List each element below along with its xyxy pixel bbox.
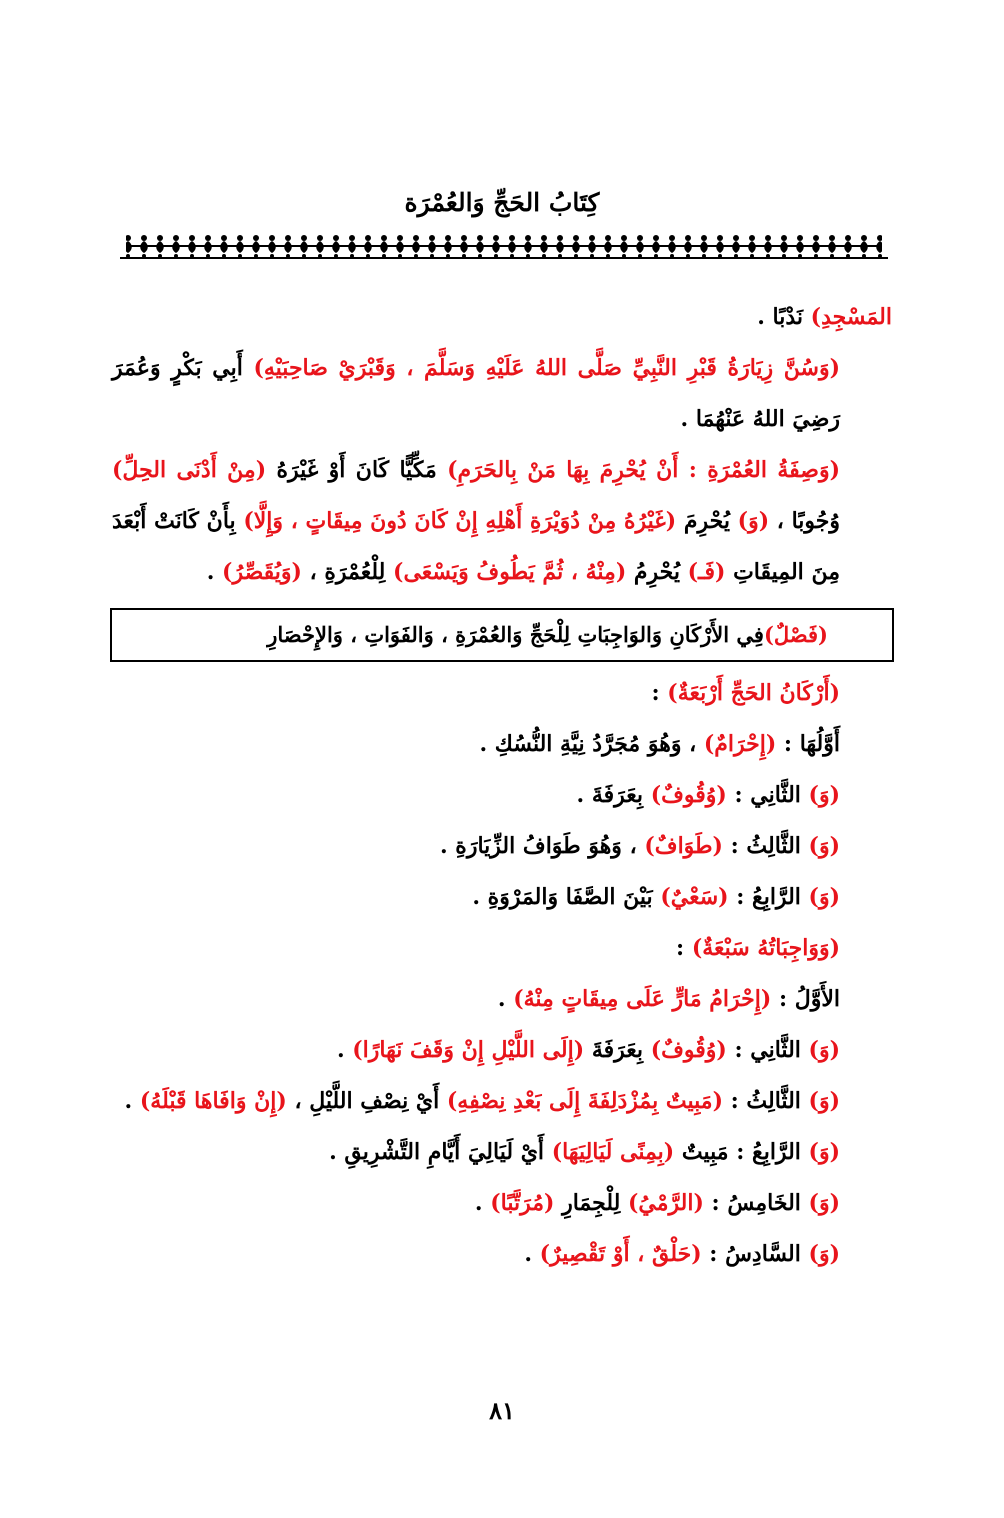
ornamental-divider (120, 232, 888, 260)
paragraph: (وَصِفَةُ العُمْرَةِ : أَنْ يُحْرِمَ بِهَا مَنْ بِالحَرَمِ) مَكِّيًّا كَانَ أَوْ غَيْرَهُ (مِنْ أَدْنَى الحِلِّ) وُجُوبًا ، (وَ) يُحْرِمَ (غَيْرُهُ مِنْ دُوَيْرَةِ أَهْلِهِ إِنْ كَانَ دُونَ مِيقَاتٍ ، وَإِلَّا) بِأَنْ كَانَتْ أَبْعَدَ مِنَ المِيقَاتِ (فَـ) يُحْرِمُ (مِنْهُ ، ثُمَّ يَطُوفُ وَيَسْعَى) لِلْعُمْرَةِ ، (وَيُقَصِّرُ) . (112, 457, 841, 585)
list-item: (وَ) السَّادِسُ : (حَلْقٌ ، أَوْ تَقْصِيرٌ) . (524, 1241, 840, 1267)
list-item: (وَ) الخَامِسُ : (الرَّمْيُ) لِلْجِمَارِ (مُرَتَّبًا) . (474, 1190, 840, 1216)
list-item: أَوَّلُهَا : (إِحْرَامٌ) ، وَهُوَ مُجَرَّدُ نِيَّةِ النُّسُكِ . (479, 731, 840, 757)
running-header-title: كِتَابُ الحَجِّ وَالعُمْرَة (404, 188, 600, 217)
section-heading-box: (فَصْلٌ) فِي الأَرْكَانِ وَالوَاجِبَاتِ لِلْحَجِّ وَالعُمْرَةِ ، وَالفَوَاتِ ، وَالإِحْصَارِ (110, 608, 894, 662)
list-item: (وَ) الرَّابِعُ : (سَعْيٌ) بَيْنَ الصَّفَا وَالمَرْوَةِ . (472, 884, 840, 910)
list-item: (وَ) الثَّالِثُ : (طَوَافٌ) ، وَهُوَ طَوَافُ الزِّيَارَةِ . (439, 833, 840, 859)
main-text (112, 292, 892, 1280)
list-item: (وَ) الرَّابِعُ : مَبِيتٌ (بِمِنًى لَيَالِيَهَا) أَيْ لَيَالِيَ أَيَّامِ التَّشْرِيقِ . (329, 1139, 840, 1165)
list-item: (وَ) الثَّالِثُ : (مَبِيتٌ بِمُزْدَلِفَةَ إِلَى بَعْدِ نِصْفِهِ) أَيْ نِصْفِ اللَّيْلِ ، (إِنْ وَافَاهَا قَبْلَهُ) . (124, 1088, 840, 1114)
list-item: (وَ) الثَّانِي : (وُقُوفٌ) بِعَرَفَةَ . (576, 782, 840, 808)
list-item: (وَوَاجِبَاتُهُ سَبْعَةٌ) : (676, 935, 840, 961)
page-number: ٨١ (489, 1396, 515, 1425)
list-item: (وَ) الثَّانِي : (وُقُوفٌ) بِعَرَفَةَ (إِلَى اللَّيْلِ إِنْ وَقَفَ نَهَارًا) . (336, 1037, 840, 1063)
list-item: (أَرْكَانُ الحَجِّ أَرْبَعَةٌ) : (651, 680, 840, 706)
paragraph: المَسْجِدِ) نَدْبًا . (757, 304, 892, 330)
paragraph: (وَسُنَّ زِيَارَةُ قَبْرِ النَّبِيِّ صَلَّى اللهُ عَلَيْهِ وَسَلَّمَ ، وَقَبْرَيْ صَاحِبَيْهِ) أَبِي بَكْرٍ وَعُمَرَ رَضِيَ اللهُ عَنْهُمَا . (112, 355, 840, 432)
list-item: الأَوَّلُ : (إِحْرَامُ مَارٍّ عَلَى مِيقَاتٍ مِنْهُ) . (497, 986, 840, 1012)
